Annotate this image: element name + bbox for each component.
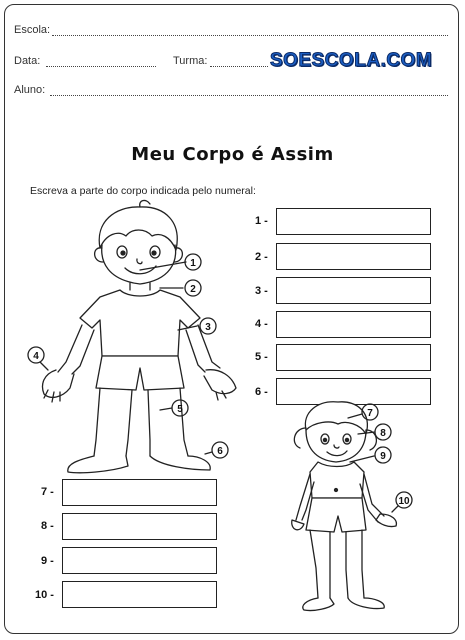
answer-label-5: 5 - — [255, 351, 268, 363]
escola-label: Escola: — [14, 24, 51, 36]
marker-8: 8 — [380, 428, 386, 439]
marker-9: 9 — [380, 451, 386, 462]
instruction-text: Escreva a parte do corpo indicada pelo numeral: — [30, 185, 256, 197]
marker-10: 10 — [398, 496, 410, 507]
answer-label-8: 8 - — [41, 520, 54, 532]
marker-2: 2 — [190, 284, 196, 295]
aluno-label: Aluno: — [14, 84, 46, 96]
answer-label-2: 2 - — [255, 251, 268, 263]
answer-label-10: 10 - — [35, 589, 54, 601]
page-title: Meu Corpo é Assim — [131, 144, 334, 165]
marker-3: 3 — [205, 322, 211, 333]
marker-5: 5 — [177, 404, 183, 415]
data-label: Data: — [14, 55, 41, 67]
answer-label-4: 4 - — [255, 318, 268, 330]
answer-label-9: 9 - — [41, 555, 54, 567]
boy-illustration — [40, 200, 236, 472]
marker-6: 6 — [217, 446, 223, 457]
answer-label-7: 7 - — [41, 486, 54, 498]
answer-label-6: 6 - — [255, 386, 268, 398]
site-logo: SOESCOLA.COM — [270, 50, 433, 71]
turma-label: Turma: — [173, 55, 208, 67]
marker-7: 7 — [367, 408, 373, 419]
answer-label-1: 1 - — [255, 215, 268, 227]
answer-label-3: 3 - — [255, 285, 268, 297]
marker-1: 1 — [190, 258, 196, 269]
marker-4: 4 — [33, 351, 39, 362]
